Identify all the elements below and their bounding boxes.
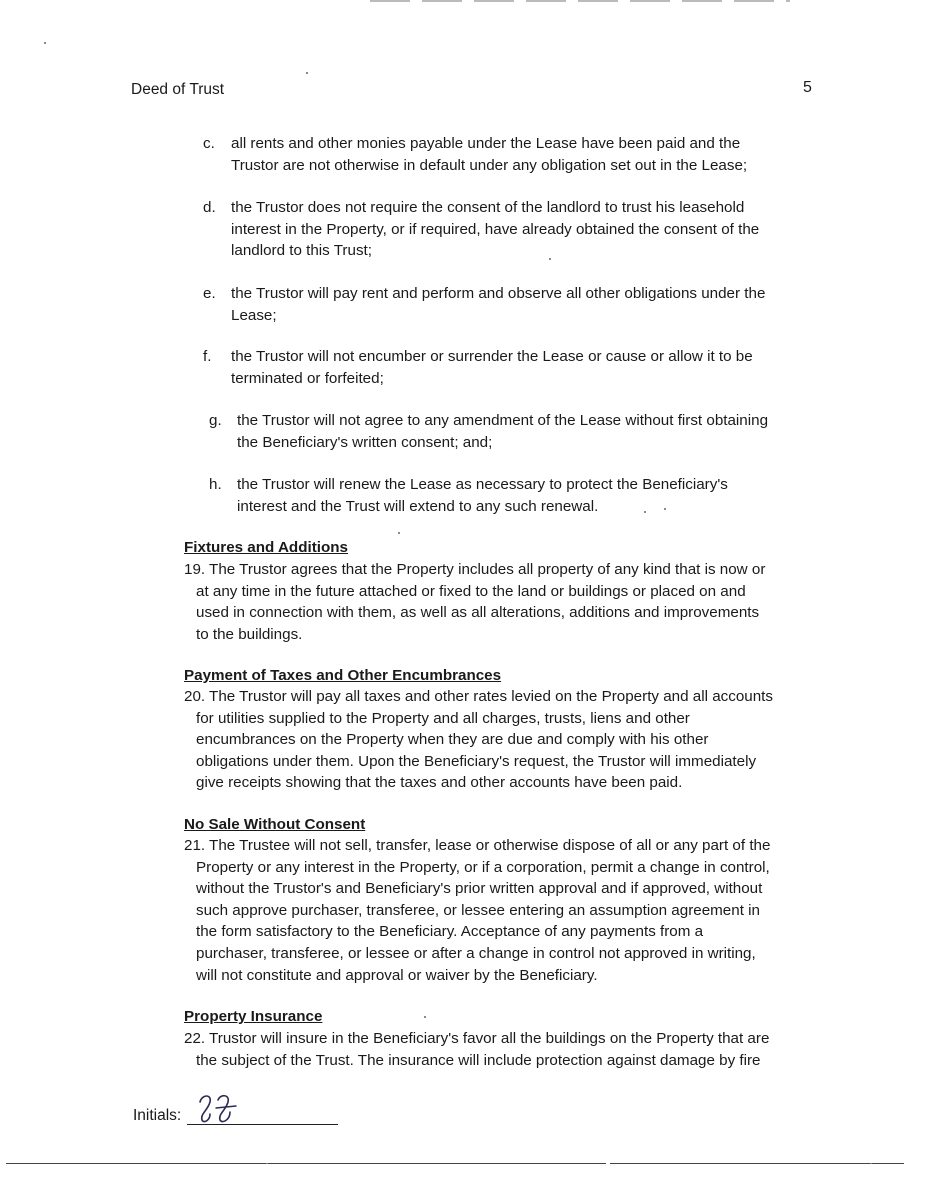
scan-speck — [306, 72, 308, 74]
list-item-marker: g. — [209, 412, 222, 429]
scan-speck — [424, 1016, 426, 1018]
list-item-line: landlord to this Trust; — [231, 242, 372, 260]
paragraph-line: 20. The Trustor will pay all taxes and other rates levied on the Property and all accounts — [184, 688, 773, 705]
list-item — [203, 283, 813, 327]
list-item — [209, 410, 819, 454]
paragraph-line: 21. The Trustee will not sell, transfer, lease or otherwise dispose of all or any part of the — [184, 837, 771, 854]
paragraph-line: such approve purchaser, transferee, or lessee entering an assumption agreement in — [196, 901, 760, 919]
initials-signature — [196, 1092, 244, 1131]
list-item-line: Trustor are not otherwise in default under any obligation set out in the Lease; — [231, 156, 748, 174]
list-item-marker: h. — [209, 476, 222, 493]
list-item-line: the Beneficiary's written consent; and; — [237, 433, 493, 451]
scan-bottom-rule — [6, 1163, 904, 1164]
initials-label: Initials: — [133, 1107, 182, 1124]
section-paragraph — [184, 559, 804, 645]
paragraph-line: obligations under them. Upon the Beneficiary's request, the Trustor will immediately — [196, 752, 757, 770]
list-item-marker: c. — [203, 135, 215, 152]
initials-signature-line — [187, 1124, 338, 1125]
list-item-marker: f. — [203, 348, 212, 365]
section-heading-taxes: Payment of Taxes and Other Encumbrances — [184, 667, 502, 684]
section-heading-no-sale: No Sale Without Consent — [184, 816, 366, 833]
list-item-line: the Trustor will renew the Lease as necessary to protect the Beneficiary's — [237, 476, 728, 493]
section-heading-fixtures: Fixtures and Additions — [184, 539, 348, 556]
paragraph-line: 22. Trustor will insure in the Beneficiary's favor all the buildings on the Property that are — [184, 1030, 770, 1047]
document-title: Deed of Trust — [131, 81, 225, 98]
section-paragraph — [184, 686, 804, 794]
paragraph-line: encumbrances on the Property when they are due and comply with his other — [196, 731, 709, 749]
scan-speck — [398, 532, 400, 534]
section-paragraph — [184, 835, 814, 986]
list-item-line: the Trustor will pay rent and perform and observe all other obligations under the — [231, 285, 766, 302]
paragraph-line: the subject of the Trust. The insurance will include protection against damage by fire — [196, 1051, 761, 1069]
list-item-line: Lease; — [231, 306, 277, 324]
paragraph-line: purchaser, transferee, or lessee or after a change in control not approved in writing, — [196, 944, 756, 962]
paragraph-line: 19. The Trustor agrees that the Property includes all property of any kind that is now or — [184, 561, 766, 578]
scan-top-rule — [370, 0, 790, 2]
list-item-line: all rents and other monies payable under the Lease have been paid and the — [231, 135, 741, 152]
list-item-line: interest and the Trust will extend to any such renewal. — [237, 497, 599, 515]
list-item — [203, 346, 803, 390]
paragraph-line: Property or any interest in the Property, or if a corporation, permit a change in control, — [196, 858, 770, 876]
list-item-line: the Trustor does not require the consent of the landlord to trust his leasehold — [231, 199, 745, 216]
paragraph-line: without the Trustor's and Beneficiary's prior written approval and if approved, without — [196, 880, 763, 898]
list-item-line: interest in the Property, or if required, have already obtained the consent of the — [231, 220, 760, 238]
paragraph-line: to the buildings. — [196, 625, 303, 643]
paragraph-line: at any time in the future attached or fixed to the land or buildings or placed on and — [196, 582, 746, 600]
list-item-line: the Trustor will not encumber or surrender the Lease or cause or allow it to be — [231, 348, 753, 365]
page-number: 5 — [803, 79, 812, 96]
list-item — [203, 133, 803, 177]
list-item-marker: e. — [203, 285, 216, 302]
section-heading-insurance: Property Insurance — [184, 1008, 323, 1025]
list-item-line: terminated or forfeited; — [231, 369, 384, 387]
list-item — [209, 474, 809, 518]
paragraph-line: the form satisfactory to the Beneficiary. Acceptance of any payments from a — [196, 923, 704, 941]
paragraph-line: used in connection with them, as well as all alterations, additions and improvements — [196, 604, 760, 622]
paragraph-line: for utilities supplied to the Property and all charges, trusts, liens and other — [196, 709, 690, 727]
section-paragraph — [184, 1028, 814, 1071]
list-item-marker: d. — [203, 199, 216, 216]
list-item-line: the Trustor will not agree to any amendment of the Lease without first obtaining — [237, 412, 769, 429]
scan-speck — [44, 42, 46, 44]
list-item — [203, 197, 803, 263]
paragraph-line: give receipts showing that the taxes and other accounts have been paid. — [196, 774, 683, 792]
paragraph-line: will not constitute and approval or waiver by the Beneficiary. — [196, 966, 598, 984]
